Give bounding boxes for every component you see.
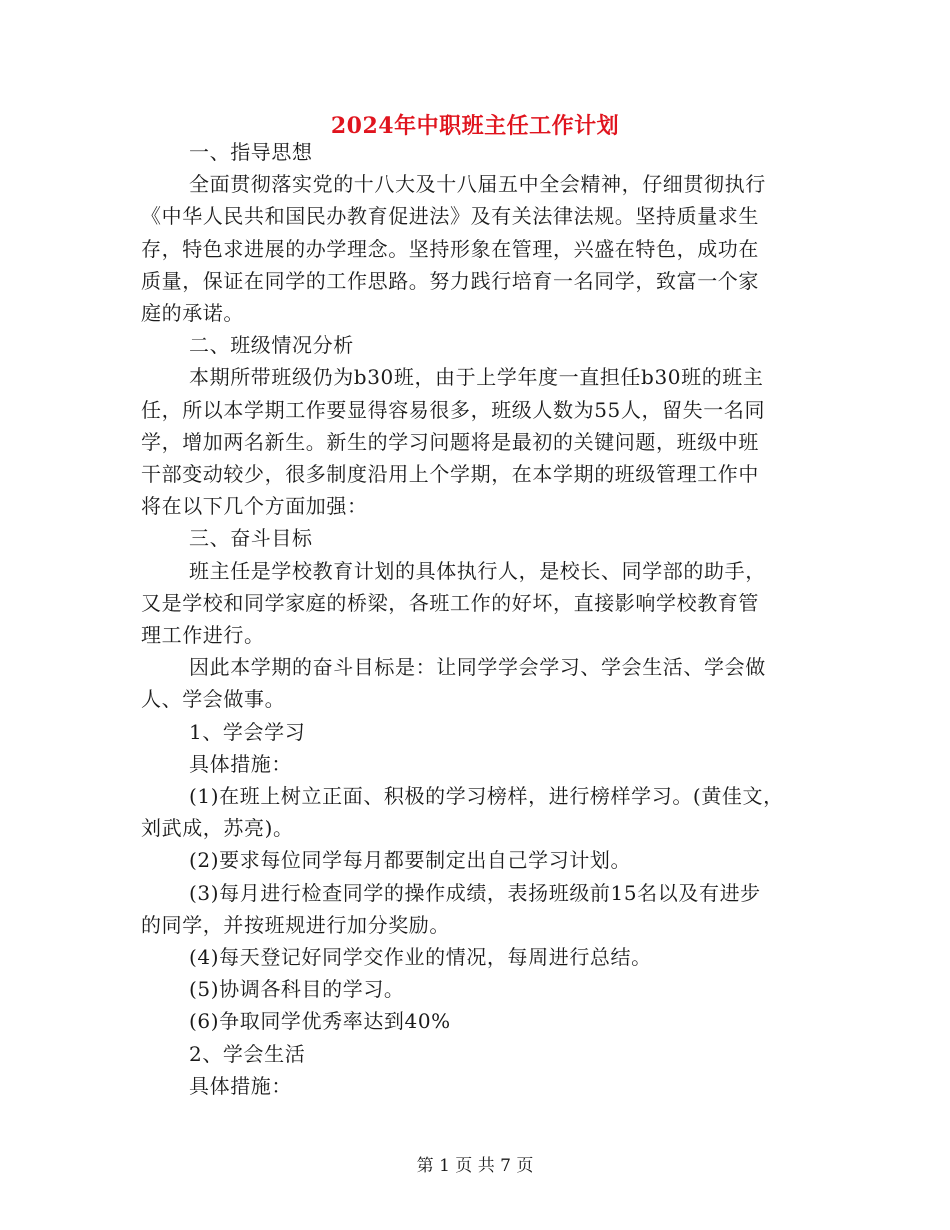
paragraph-line: 学，增加两名新生。新生的学习问题将是最初的关键问题，班级中班 (141, 429, 759, 454)
paragraph-line: 将在以下几个方面加强： (141, 494, 368, 519)
paragraph-line: 干部变动较少，很多制度沿用上个学期，在本学期的班级管理工作中 (141, 462, 759, 487)
paragraph-line: 《中华人民共和国民办教育促进法》及有关法律法规。坚持质量求生 (141, 204, 759, 229)
paragraph-line: (5)协调各科目的学习。 (189, 977, 405, 1002)
paragraph-line: 本期所带班级仍为b30班，由于上学年度一直担任b30班的班主 (189, 365, 764, 390)
paragraph-line: (4)每天登记好同学交作业的情况，每周进行总结。 (189, 945, 652, 970)
paragraph-line: 质量，保证在同学的工作思路。努力践行培育一名同学，致富一个家 (141, 268, 759, 293)
page-footer: 第 1 页 共 7 页 (416, 1156, 534, 1176)
paragraph-line: 的同学，并按班规进行加分奖励。 (141, 912, 450, 937)
document-body (141, 136, 807, 1102)
paragraph-line: (6)争取同学优秀率达到40% (189, 1009, 451, 1034)
paragraph-line: 又是学校和同学家庭的桥梁，各班工作的好坏，直接影响学校教育管 (141, 590, 759, 615)
paragraph-line: 一、指导思想 (189, 140, 313, 164)
paragraph-line: 全面贯彻落实党的十八大及十八届五中全会精神，仔细贯彻执行 (189, 172, 766, 197)
paragraph-line: 具体措施： (189, 1073, 292, 1098)
paragraph-line: 刘武成，苏亮)。 (141, 816, 294, 841)
paragraph-line: 存，特色求进展的办学理念。坚持形象在管理，兴盛在特色，成功在 (141, 236, 759, 261)
paragraph-line: (1)在班上树立正面、积极的学习榜样，进行榜样学习。(黄佳文， (189, 784, 784, 809)
paragraph-line: (3)每月进行检查同学的操作成绩，表扬班级前15名以及有进步 (189, 880, 761, 905)
paragraph-line: 2、学会生活 (189, 1041, 306, 1066)
paragraph-line: 庭的承诺。 (141, 301, 244, 326)
paragraph-line: 人、学会做事。 (141, 687, 286, 712)
paragraph-line: 1、学会学习 (189, 719, 306, 744)
paragraph-line: 班主任是学校教育计划的具体执行人，是校长、同学部的助手， (189, 558, 766, 583)
paragraph-line: 理工作进行。 (141, 623, 265, 648)
paragraph-line: 三、奋斗目标 (189, 526, 313, 551)
paragraph-line: 二、班级情况分析 (189, 333, 354, 358)
paragraph-line: 因此本学期的奋斗目标是：让同学学会学习、学会生活、学会做 (189, 655, 766, 680)
paragraph-line: 具体措施： (189, 751, 292, 776)
document-title: 2024年中职班主任工作计划 (330, 113, 620, 139)
paragraph-line: (2)要求每位同学每月都要制定出自己学习计划。 (189, 848, 632, 873)
paragraph-line: 任，所以本学期工作要显得容易很多，班级人数为55人，留失一名同 (141, 397, 766, 422)
